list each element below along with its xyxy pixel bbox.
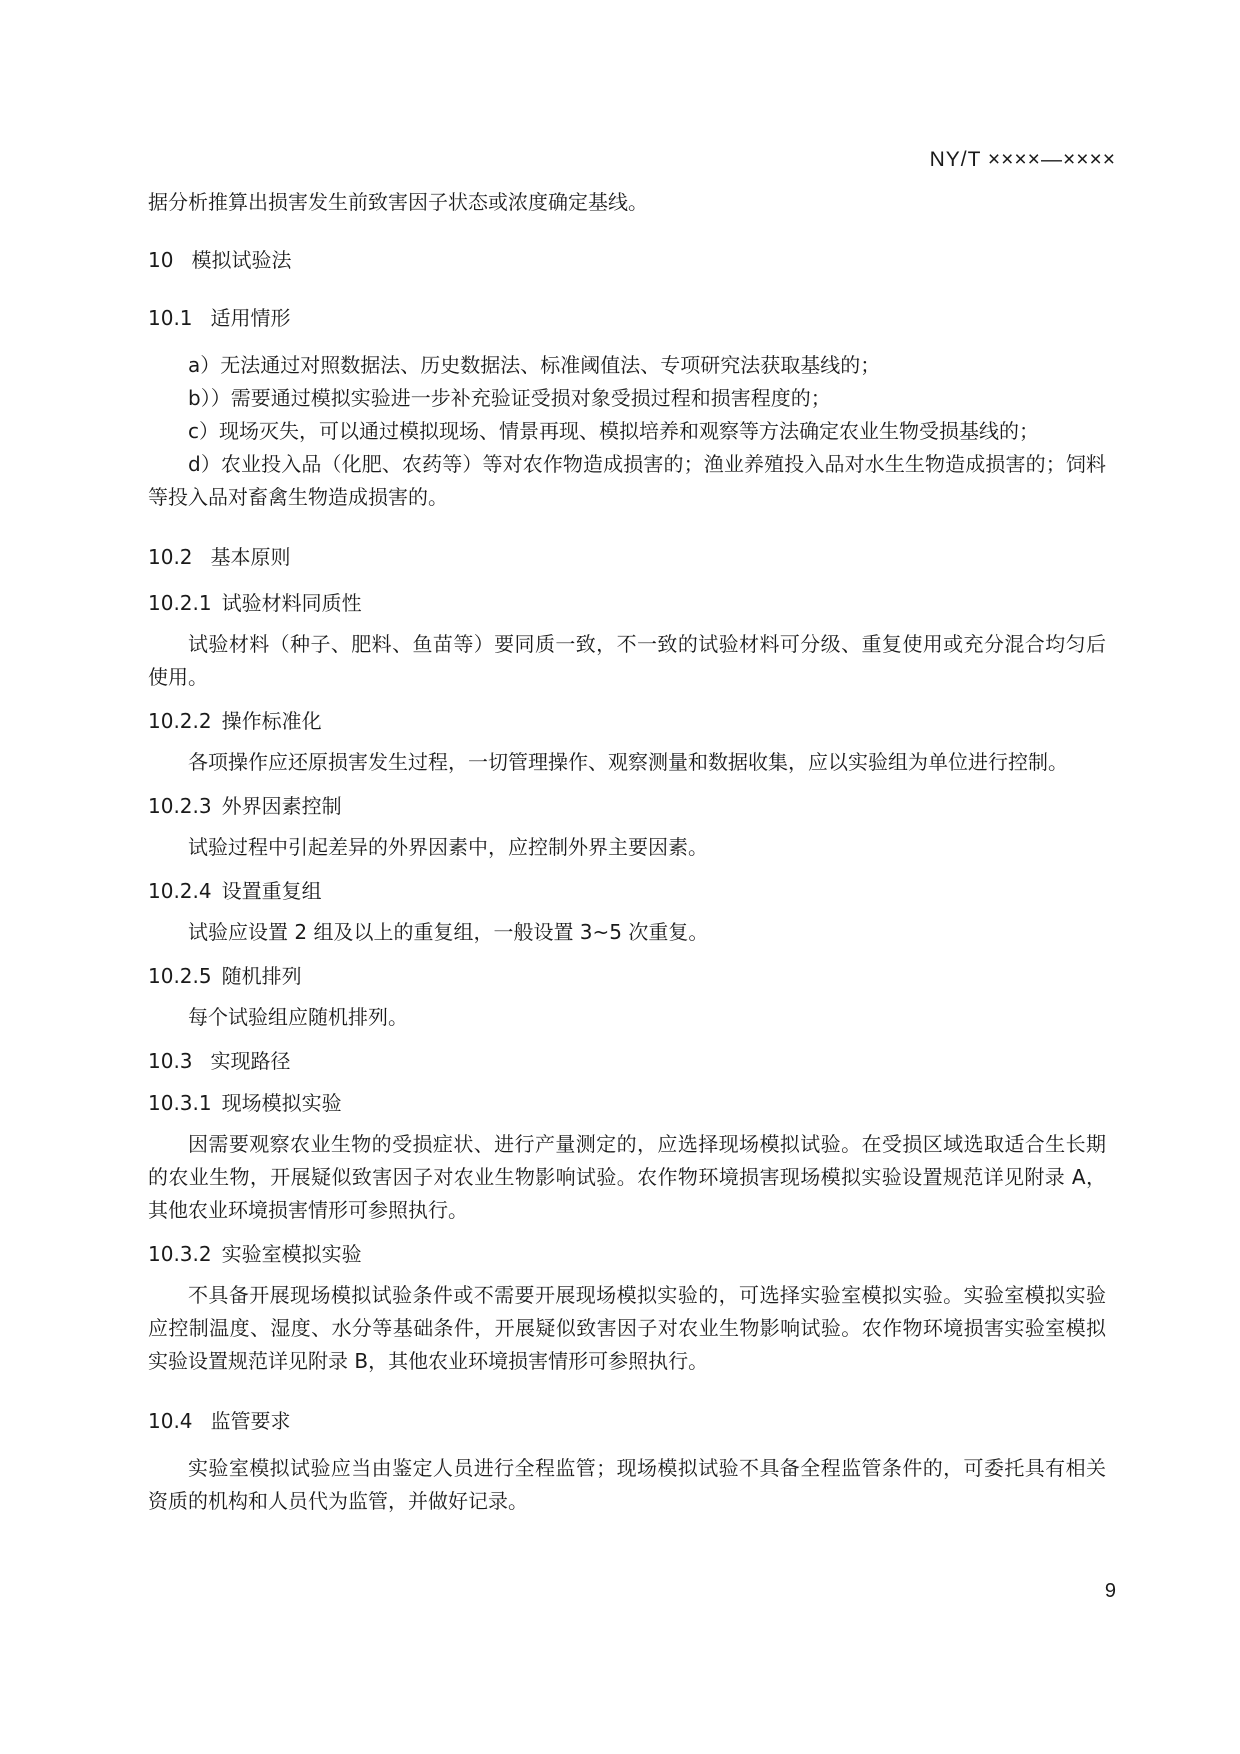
section-number: 10.1 <box>148 306 193 330</box>
standard-code: NY/T ××××—×××× <box>929 148 1116 171</box>
section-title: 操作标准化 <box>221 709 322 733</box>
section-number: 10.4 <box>148 1409 193 1433</box>
section-title: 适用情形 <box>210 306 291 330</box>
section-10-4-heading <box>148 1406 1106 1436</box>
intro-paragraph: 据分析推算出损害发生前致害因子状态或浓度确定基线。 <box>148 190 648 214</box>
section-number: 10.2.4 <box>148 879 212 903</box>
section-10-2-2-heading <box>148 706 1106 736</box>
list-item-b: b））需要通过模拟实验进一步补充验证受损对象受损过程和损害程度的； <box>188 386 831 410</box>
section-title: 试验材料同质性 <box>221 591 362 615</box>
section-number: 10.2.2 <box>148 709 212 733</box>
section-10-2-4-text: 试验应设置 2 组及以上的重复组，一般设置 3~5 次重复。 <box>188 920 709 944</box>
section-title: 基本原则 <box>210 545 291 569</box>
document-body <box>148 186 1106 1518</box>
section-title: 实现路径 <box>210 1049 291 1073</box>
section-10-2-3-heading <box>148 791 1106 821</box>
section-title: 外界因素控制 <box>221 794 342 818</box>
section-number: 10.3 <box>148 1049 193 1073</box>
section-10-2-5-heading <box>148 961 1106 991</box>
section-number: 10.3.2 <box>148 1242 212 1266</box>
section-10-2-5-text: 每个试验组应随机排列。 <box>188 1005 408 1029</box>
list-item-d: d）农业投入品（化肥、农药等）等对农作物造成损害的；渔业养殖投入品对水生生物造成损害的；饲料等投入品对畜禽生物造成损害的。 <box>148 452 1106 509</box>
section-10-heading <box>148 245 1106 275</box>
section-title: 现场模拟实验 <box>221 1091 342 1115</box>
section-number: 10.2 <box>148 545 193 569</box>
section-10-3-2-heading <box>148 1239 1106 1269</box>
section-10-2-1-heading <box>148 588 1106 618</box>
section-10-2-2-text: 各项操作应还原损害发生过程，一切管理操作、观察测量和数据收集，应以实验组为单位进行控制。 <box>188 750 1068 774</box>
section-10-2-heading <box>148 542 1106 572</box>
section-number: 10.2.1 <box>148 591 212 615</box>
section-10-2-3-text: 试验过程中引起差异的外界因素中，应控制外界主要因素。 <box>188 835 708 859</box>
section-title: 模拟试验法 <box>191 248 292 272</box>
section-number: 10.3.1 <box>148 1091 212 1115</box>
section-number: 10.2.5 <box>148 964 212 988</box>
section-title: 设置重复组 <box>221 879 322 903</box>
list-item-c: c）现场灭失，可以通过模拟现场、情景再现、模拟培养和观察等方法确定农业生物受损基线的； <box>188 419 1039 443</box>
page-number: 9 <box>1104 1580 1116 1602</box>
section-10-3-1-heading <box>148 1088 1106 1118</box>
section-10-4-text: 实验室模拟试验应当由鉴定人员进行全程监管；现场模拟试验不具备全程监管条件的，可委托具有相关资质的机构和人员代为监管，并做好记录。 <box>148 1456 1106 1513</box>
section-10-3-1-text: 因需要观察农业生物的受损症状、进行产量测定的，应选择现场模拟试验。在受损区域选取适合生长期的农业生物，开展疑似致害因子对农业生物影响试验。农作物环境损害现场模拟实验设置规范详见附录 A，其他农业环境损害情形可参照执行。 <box>148 1132 1106 1222</box>
section-title: 实验室模拟实验 <box>221 1242 362 1266</box>
list-item-a: a）无法通过对照数据法、历史数据法、标准阈值法、专项研究法获取基线的； <box>188 353 881 377</box>
section-10-2-4-heading <box>148 876 1106 906</box>
section-title: 随机排列 <box>221 964 302 988</box>
section-10-2-1-text: 试验材料（种子、肥料、鱼苗等）要同质一致，不一致的试验材料可分级、重复使用或充分混合均匀后使用。 <box>148 632 1106 689</box>
section-10-1-heading <box>148 303 1106 333</box>
section-number: 10 <box>148 248 174 272</box>
section-10-3-2-text: 不具备开展现场模拟试验条件或不需要开展现场模拟实验的，可选择实验室模拟实验。实验室模拟实验应控制温度、湿度、水分等基础条件，开展疑似致害因子对农业生物影响试验。农作物环境损害实验室模拟实验设置规范详见附录 B，其他农业环境损害情形可参照执行。 <box>148 1283 1106 1373</box>
section-title: 监管要求 <box>210 1409 291 1433</box>
section-number: 10.2.3 <box>148 794 212 818</box>
section-10-3-heading <box>148 1046 1106 1076</box>
